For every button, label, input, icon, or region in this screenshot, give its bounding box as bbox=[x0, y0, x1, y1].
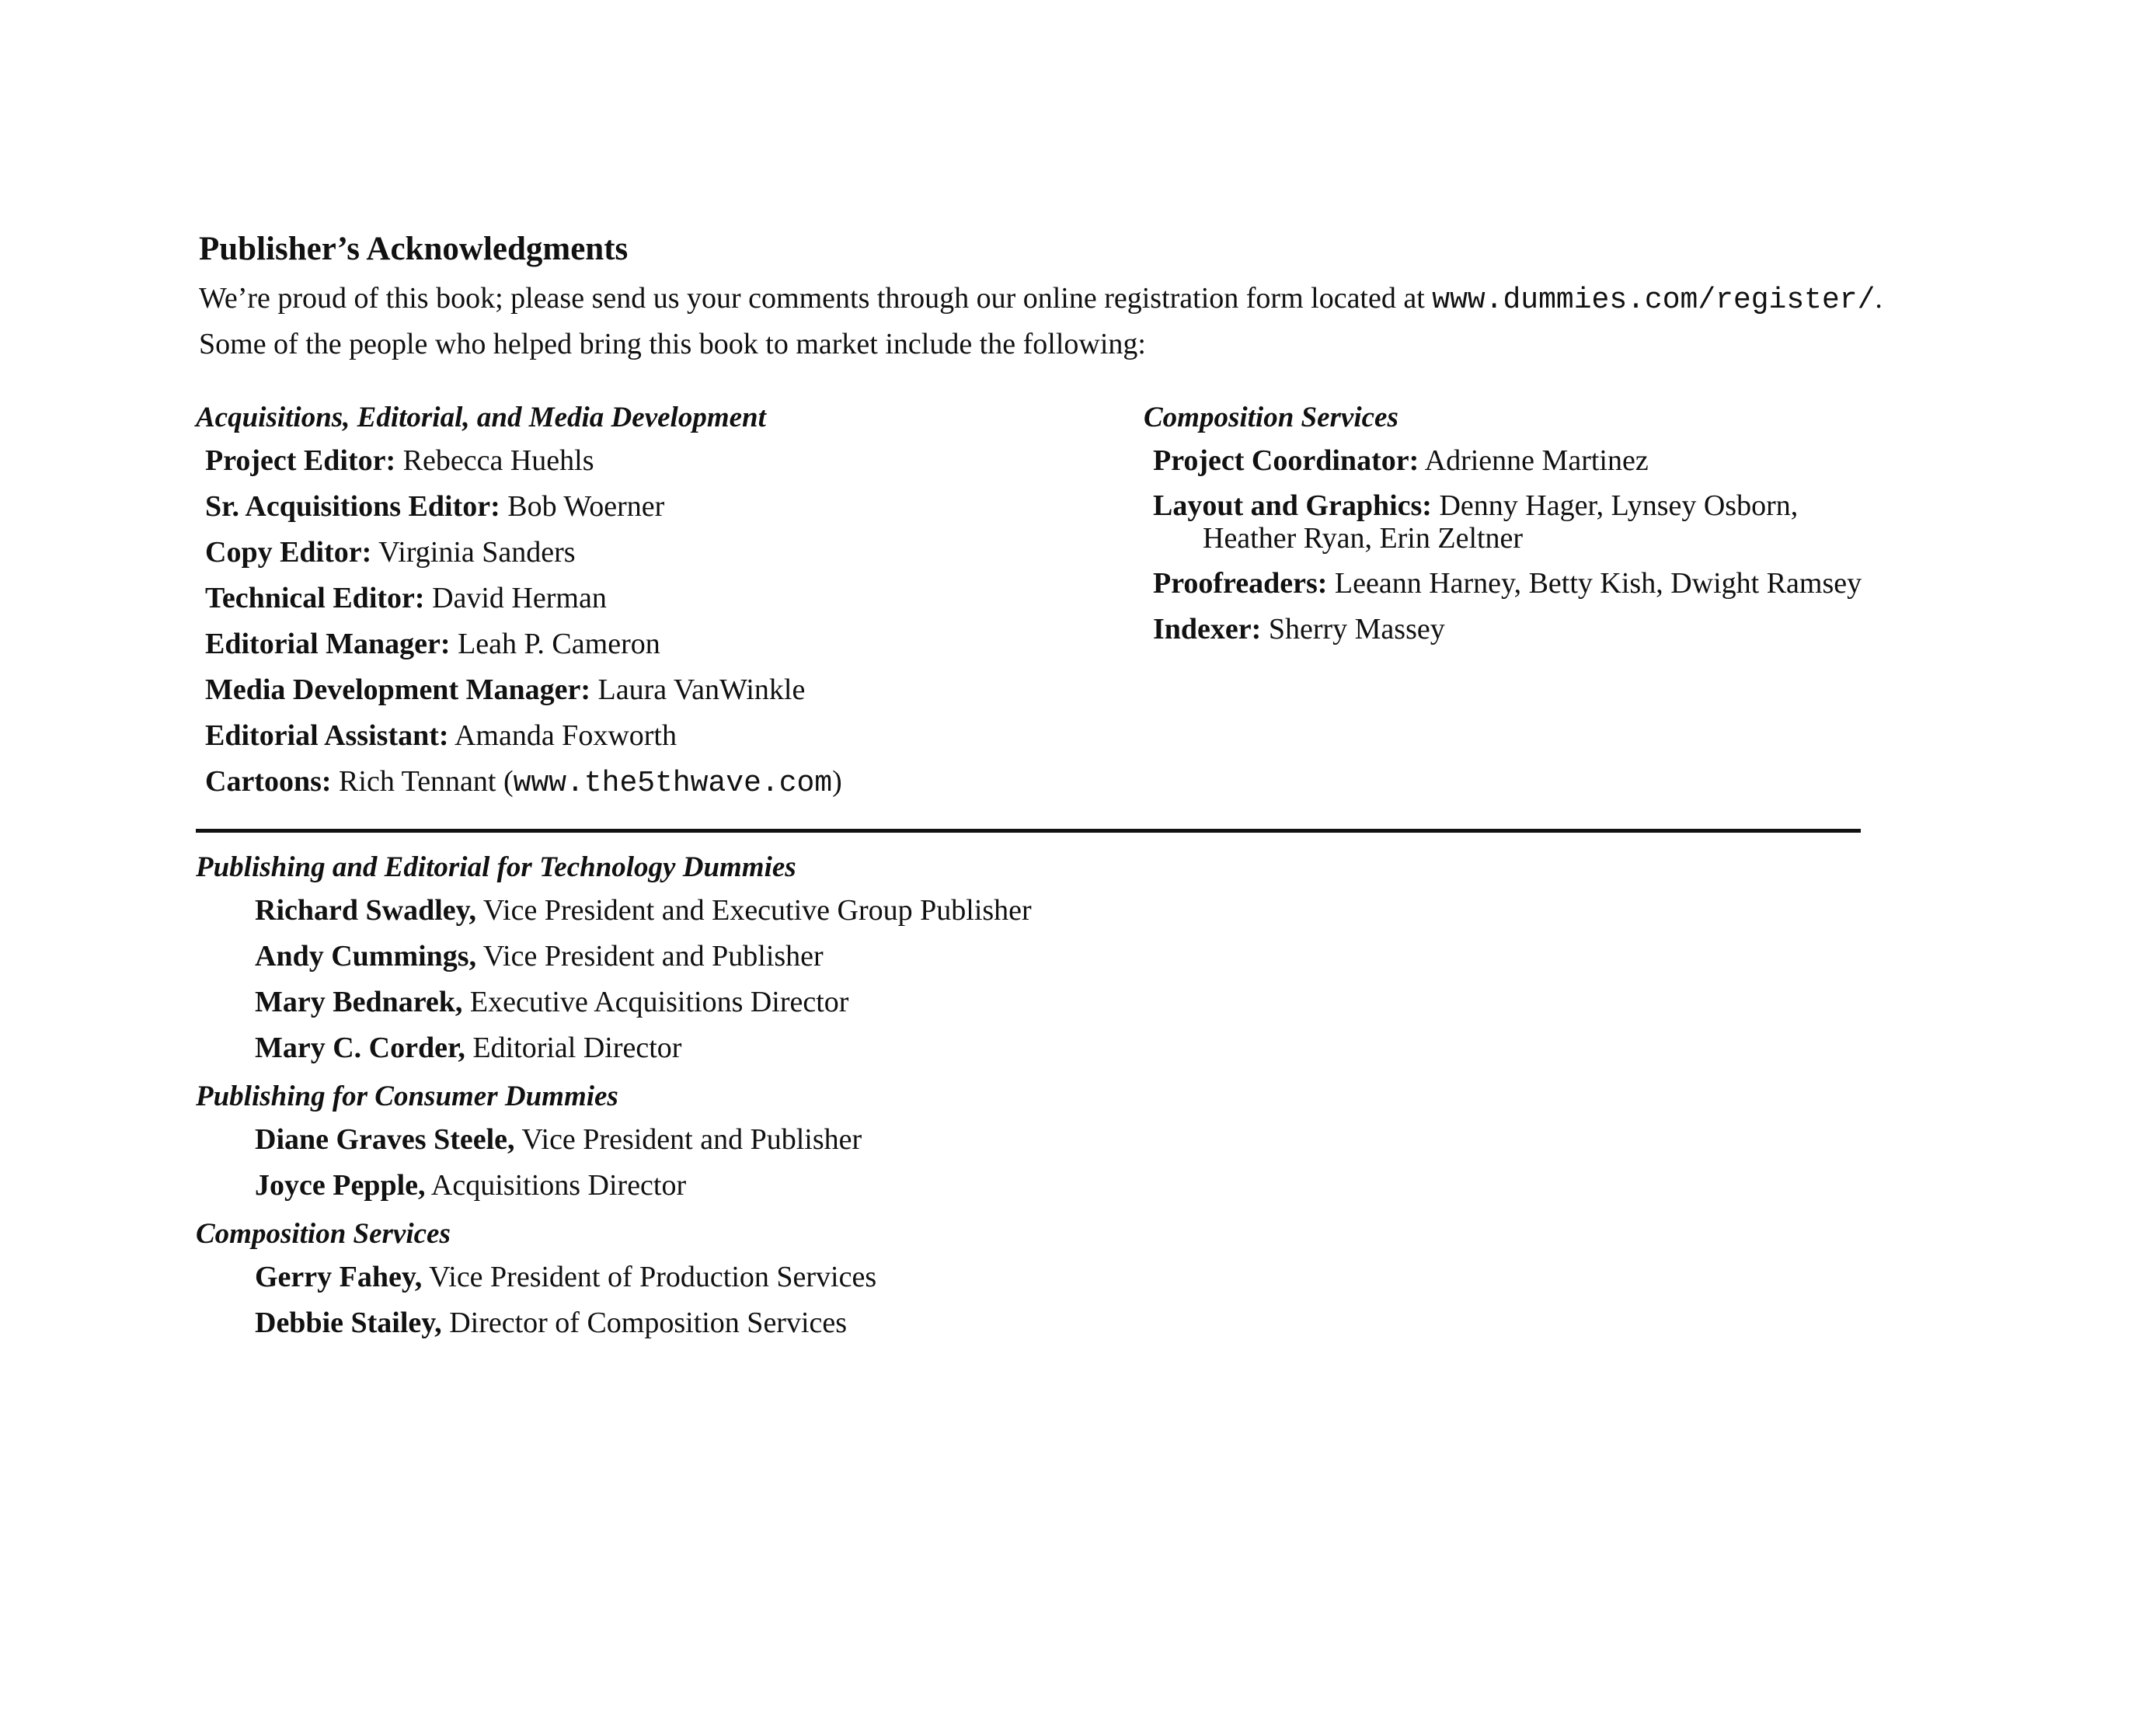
intro-text: We’re proud of this book; please send us your comments through our online registration form located at bbox=[199, 282, 1433, 315]
intro-line-1 bbox=[199, 281, 1883, 317]
section-heading-technology-dummies: Publishing and Editorial for Technology Dummies bbox=[196, 851, 796, 883]
person-mary-bednarek bbox=[255, 985, 1439, 1019]
person-diane-graves-steele bbox=[255, 1122, 1439, 1157]
person-title: Acquisitions Director bbox=[425, 1169, 687, 1202]
credit-project-editor bbox=[205, 444, 1097, 478]
section-heading-consumer-dummies: Publishing for Consumer Dummies bbox=[196, 1080, 618, 1112]
section-heading-composition: Composition Services bbox=[1144, 402, 1398, 433]
credit-role: Project Editor: bbox=[205, 444, 396, 477]
credit-role: Cartoons: bbox=[205, 765, 332, 798]
cartoons-paren: ) bbox=[832, 765, 842, 798]
person-name: Debbie Stailey, bbox=[255, 1307, 442, 1339]
credit-copy-editor bbox=[205, 535, 1097, 569]
credit-name: Adrienne Martinez bbox=[1419, 444, 1649, 477]
credits-right-column bbox=[1144, 398, 1890, 658]
credit-role: Project Coordinator: bbox=[1153, 444, 1419, 477]
section-heading-composition-services: Composition Services bbox=[196, 1218, 451, 1250]
person-name: Mary C. Corder, bbox=[255, 1032, 465, 1064]
person-title: Vice President and Publisher bbox=[476, 940, 824, 973]
credit-name: Amanda Foxworth bbox=[448, 719, 677, 752]
person-name: Gerry Fahey, bbox=[255, 1261, 423, 1293]
credits-left-column bbox=[196, 398, 1097, 813]
person-gerry-fahey bbox=[255, 1260, 1439, 1294]
credit-name: Sherry Massey bbox=[1261, 613, 1445, 645]
credit-technical-editor bbox=[205, 581, 1097, 615]
credit-role: Sr. Acquisitions Editor: bbox=[205, 490, 500, 523]
credit-role: Layout and Graphics: bbox=[1153, 489, 1432, 522]
credit-name: Leah P. Cameron bbox=[450, 628, 660, 660]
credit-role: Technical Editor: bbox=[205, 582, 425, 614]
credit-name: Virginia Sanders bbox=[371, 536, 576, 569]
credit-name: Bob Woerner bbox=[500, 490, 665, 523]
credit-media-development-manager bbox=[205, 673, 1097, 707]
credit-role: Proofreaders: bbox=[1153, 567, 1328, 600]
credit-name: Leeann Harney, Betty Kish, Dwight Ramsey bbox=[1327, 567, 1862, 600]
person-title: Executive Acquisitions Director bbox=[462, 986, 849, 1018]
credit-proofreaders bbox=[1153, 566, 1890, 600]
person-title: Vice President and Executive Group Publisher bbox=[476, 894, 1032, 927]
section-heading-acquisitions: Acquisitions, Editorial, and Media Development bbox=[196, 402, 766, 433]
intro-line-2: Some of the people who helped bring this book to market include the following: bbox=[199, 328, 1146, 360]
person-title: Vice President and Publisher bbox=[514, 1123, 862, 1156]
credit-layout-and-graphics bbox=[1153, 489, 1886, 555]
credit-name: David Herman bbox=[424, 582, 607, 614]
person-name: Joyce Pepple, bbox=[255, 1169, 426, 1202]
credit-project-coordinator bbox=[1153, 444, 1890, 478]
credit-editorial-manager bbox=[205, 627, 1097, 661]
person-name: Diane Graves Steele, bbox=[255, 1123, 515, 1156]
credit-role: Indexer: bbox=[1153, 613, 1262, 645]
credit-name: Laura VanWinkle bbox=[590, 673, 806, 706]
credit-role: Copy Editor: bbox=[205, 536, 372, 569]
person-debbie-stailey bbox=[255, 1306, 1439, 1340]
credit-editorial-assistant bbox=[205, 719, 1097, 753]
intro-period: . bbox=[1875, 282, 1883, 315]
registration-url[interactable]: www.dummies.com/register/ bbox=[1432, 284, 1876, 317]
horizontal-divider bbox=[196, 829, 1861, 833]
credit-role: Media Development Manager: bbox=[205, 673, 590, 706]
credit-cartoons bbox=[205, 764, 1097, 801]
person-mary-corder bbox=[255, 1031, 1439, 1065]
person-joyce-pepple bbox=[255, 1168, 1439, 1202]
person-andy-cummings bbox=[255, 939, 1439, 973]
credit-name: Rich Tennant ( bbox=[331, 765, 514, 798]
credit-sr-acquisitions-editor bbox=[205, 489, 1097, 524]
person-name: Richard Swadley, bbox=[255, 894, 477, 927]
credit-name: Denny Hager, Lynsey Osborn, Heather Ryan, Erin Zeltner bbox=[1203, 489, 1799, 555]
person-name: Andy Cummings, bbox=[255, 940, 477, 973]
person-richard-swadley bbox=[255, 893, 1439, 927]
credit-name: Rebecca Huehls bbox=[395, 444, 594, 477]
page-title: Publisher’s Acknowledgments bbox=[199, 231, 629, 267]
credit-indexer bbox=[1153, 612, 1890, 646]
person-title: Vice President of Production Services bbox=[422, 1261, 877, 1293]
person-title: Editorial Director bbox=[465, 1032, 682, 1064]
person-title: Director of Composition Services bbox=[441, 1307, 848, 1339]
credit-role: Editorial Assistant: bbox=[205, 719, 449, 752]
credit-role: Editorial Manager: bbox=[205, 628, 451, 660]
cartoons-url[interactable]: www.the5thwave.com bbox=[513, 767, 833, 800]
person-name: Mary Bednarek, bbox=[255, 986, 463, 1018]
publishing-credits bbox=[196, 847, 1439, 1352]
